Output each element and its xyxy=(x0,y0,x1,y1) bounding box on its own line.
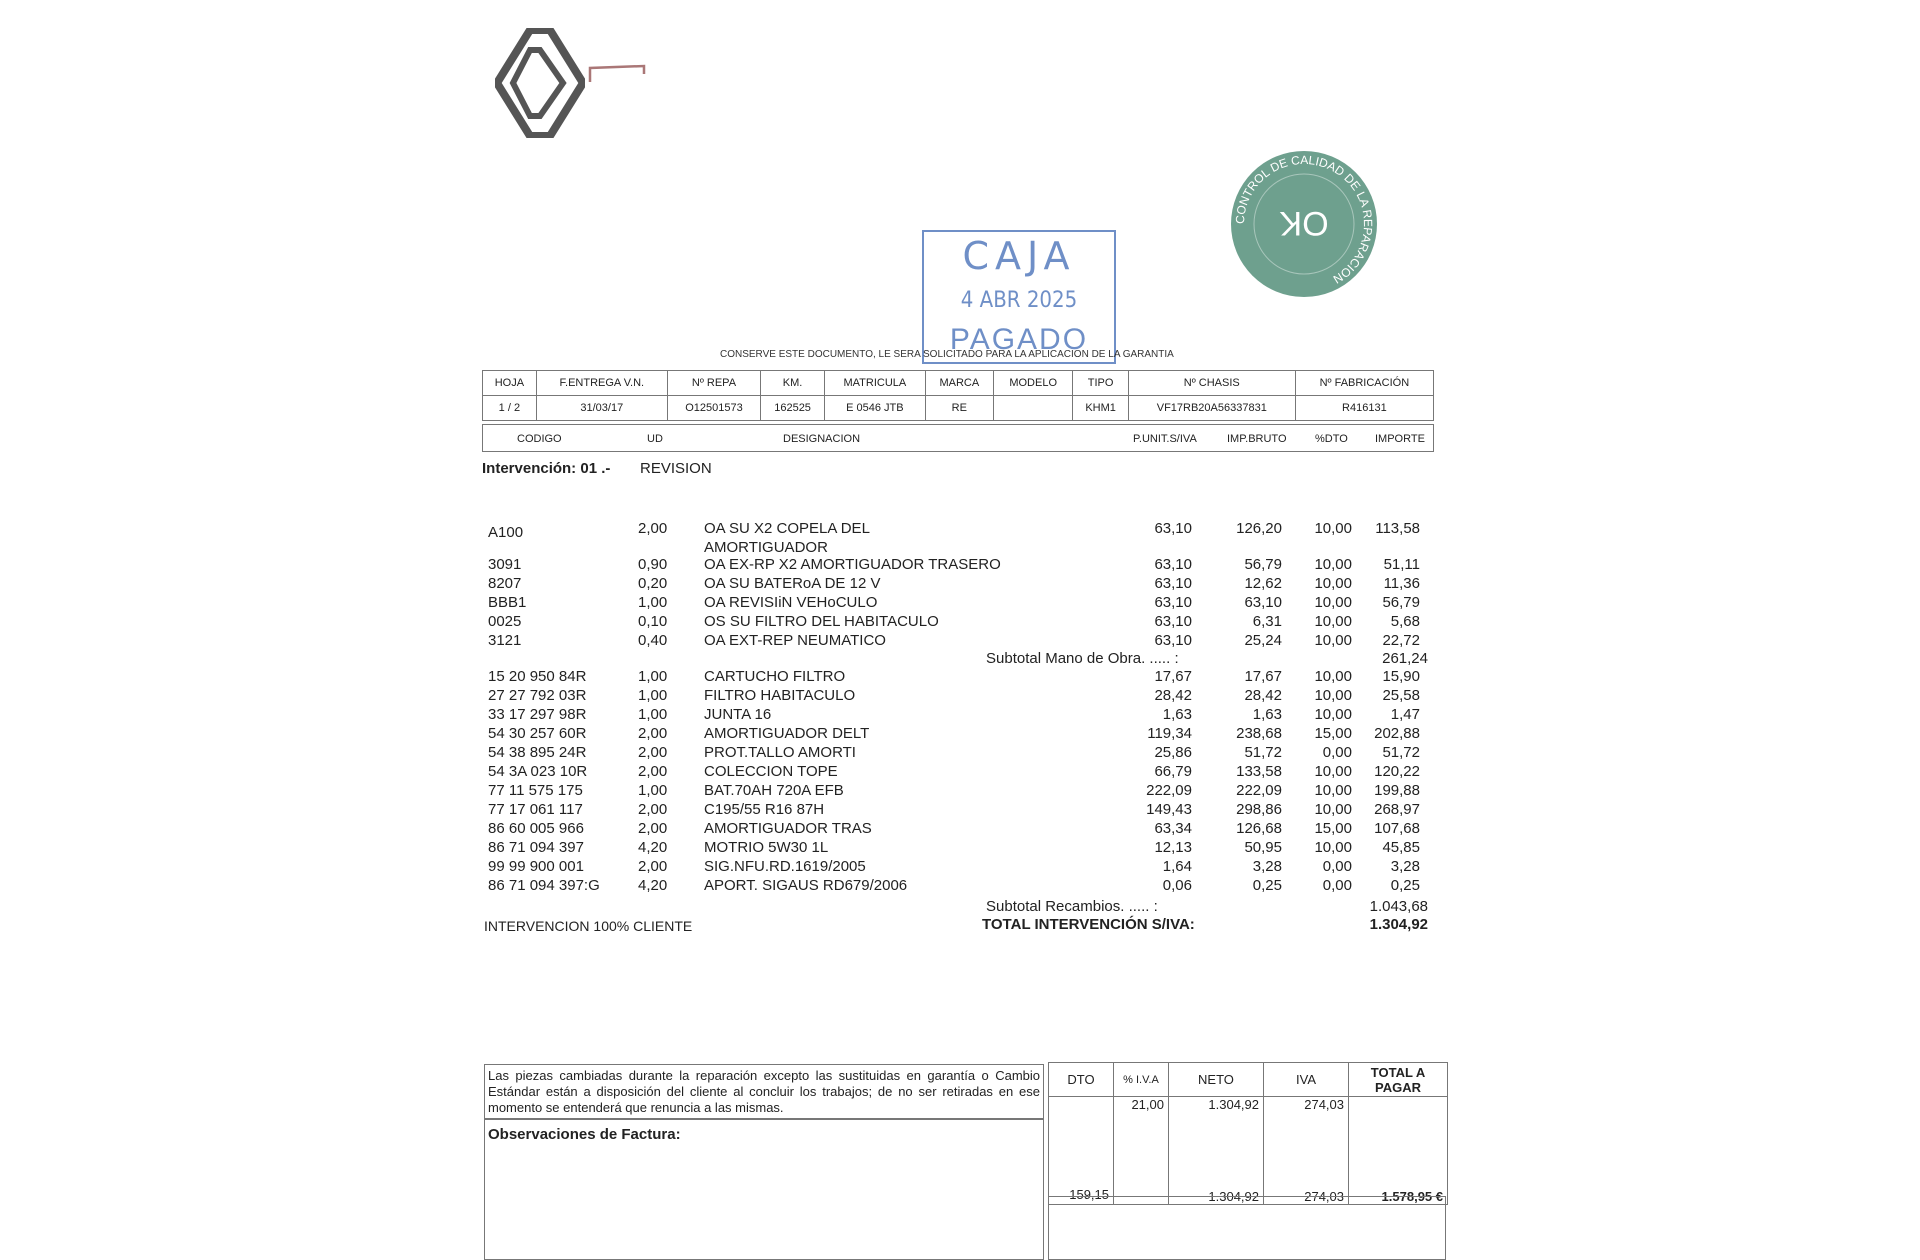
label-fentrega: F.ENTREGA V.N. xyxy=(536,371,667,396)
item-units: 2,00 xyxy=(638,763,668,780)
item-amount: 25,58 xyxy=(1382,687,1420,704)
item-code: 77 17 061 117 xyxy=(488,801,583,818)
line-item-row xyxy=(488,687,1448,706)
col-importe: IMPORTE xyxy=(1375,433,1425,445)
item-units: 1,00 xyxy=(638,594,668,611)
item-designation: APORT. SIGAUS RD679/2006 xyxy=(704,877,908,894)
tot-r2-dto: 159,15 xyxy=(1049,1121,1114,1205)
line-item-row xyxy=(488,782,1448,801)
tot-r2-total: 1.578,95 € xyxy=(1349,1121,1448,1205)
col-designacion: DESIGNACION xyxy=(783,433,861,445)
line-item-row xyxy=(488,744,1448,763)
item-designation: OA REVISIiN VEHoCULO xyxy=(704,594,878,611)
item-unit-price: 63,10 xyxy=(1154,556,1192,573)
item-discount: 15,00 xyxy=(1314,820,1352,837)
item-amount: 0,25 xyxy=(1390,877,1420,894)
item-units: 0,10 xyxy=(638,613,668,630)
item-code: 99 99 900 001 xyxy=(488,858,584,875)
tot-r1-ivapct: 21,00 xyxy=(1114,1097,1169,1121)
value-fentrega: 31/03/17 xyxy=(536,396,667,421)
item-gross: 12,62 xyxy=(1244,575,1282,592)
item-unit-price: 63,10 xyxy=(1154,594,1192,611)
item-units: 4,20 xyxy=(638,839,668,856)
item-unit-price: 1,64 xyxy=(1162,858,1192,875)
value-fabricacion: R416131 xyxy=(1295,396,1433,421)
item-units: 1,00 xyxy=(638,782,668,799)
item-unit-price: 25,86 xyxy=(1154,744,1192,761)
item-code: 54 38 895 24R xyxy=(488,744,587,761)
item-amount: 199,88 xyxy=(1374,782,1420,799)
item-code: 77 11 575 175 xyxy=(488,782,583,799)
tot-h-neto: NETO xyxy=(1169,1063,1264,1097)
totals-table xyxy=(1048,1062,1448,1205)
item-discount: 10,00 xyxy=(1314,575,1352,592)
line-item-row xyxy=(488,520,1448,558)
item-units: 0,20 xyxy=(638,575,668,592)
subtotal-mo-value: 261,24 xyxy=(1382,650,1428,667)
item-designation: OA SU BATERoA DE 12 V xyxy=(704,575,881,592)
item-gross: 133,58 xyxy=(1236,763,1282,780)
observaciones-label: Observaciones de Factura: xyxy=(488,1126,681,1143)
tot-h-iva-pct: % I.V.A xyxy=(1114,1063,1169,1097)
tot-r1-total xyxy=(1349,1097,1448,1121)
item-code: 3091 xyxy=(488,556,522,573)
intervencion-label: Intervención: 01 .- xyxy=(482,460,611,477)
item-designation: FILTRO HABITACULO xyxy=(704,687,856,704)
line-item-row xyxy=(488,632,1448,651)
item-gross: 298,86 xyxy=(1236,801,1282,818)
item-discount: 10,00 xyxy=(1314,632,1352,649)
tot-h-dto: DTO xyxy=(1049,1063,1114,1097)
conserve-notice: CONSERVE ESTE DOCUMENTO, LE SERA SOLICITADO PARA LA APLICACION DE LA GARANTIA xyxy=(720,349,1174,360)
item-discount: 15,00 xyxy=(1314,725,1352,742)
tot-r1-neto: 1.304,92 xyxy=(1169,1097,1264,1121)
tot-r2-neto: 1.304,92 xyxy=(1169,1121,1264,1205)
subtotal-mo-label: Subtotal Mano de Obra. ..... : xyxy=(986,650,1179,667)
value-km: 162525 xyxy=(761,396,825,421)
value-matricula: E 0546 JTB xyxy=(825,396,926,421)
item-code: 0025 xyxy=(488,613,522,630)
total-intervencion-label: TOTAL INTERVENCIÓN S/IVA: xyxy=(982,916,1195,933)
tot-r2-iva: 274,03 xyxy=(1264,1121,1349,1205)
item-unit-price: 17,67 xyxy=(1154,668,1192,685)
item-gross: 238,68 xyxy=(1236,725,1282,742)
col-codigo: CODIGO xyxy=(517,433,562,445)
cliente-note: INTERVENCION 100% CLIENTE xyxy=(484,918,693,934)
item-unit-price: 28,42 xyxy=(1154,687,1192,704)
line-item-row xyxy=(488,858,1448,877)
line-item-row xyxy=(488,763,1448,782)
item-discount: 0,00 xyxy=(1322,877,1352,894)
item-discount: 10,00 xyxy=(1314,706,1352,723)
item-discount: 10,00 xyxy=(1314,556,1352,573)
col-ud: UD xyxy=(647,433,663,445)
label-matricula: MATRICULA xyxy=(825,371,926,396)
line-item-row xyxy=(488,820,1448,839)
item-amount: 51,72 xyxy=(1382,744,1420,761)
signature-box xyxy=(1048,1196,1446,1260)
value-hoja: 1 / 2 xyxy=(483,396,537,421)
col-punit: P.UNIT.S/IVA xyxy=(1133,433,1197,445)
item-code: 3121 xyxy=(488,632,522,649)
item-unit-price: 63,10 xyxy=(1154,632,1192,649)
item-code: 86 60 005 966 xyxy=(488,820,584,837)
item-units: 2,00 xyxy=(638,520,668,537)
item-amount: 268,97 xyxy=(1374,801,1420,818)
item-code: 33 17 297 98R xyxy=(488,706,587,723)
col-dto: %DTO xyxy=(1315,433,1348,445)
item-gross: 126,20 xyxy=(1236,520,1282,537)
item-designation: JUNTA 16 xyxy=(704,706,772,723)
item-gross: 51,72 xyxy=(1244,744,1282,761)
item-amount: 107,68 xyxy=(1374,820,1420,837)
item-designation: SIG.NFU.RD.1619/2005 xyxy=(704,858,866,875)
col-bruto: IMP.BRUTO xyxy=(1227,433,1287,445)
item-designation-cont: AMORTIGUADOR xyxy=(704,539,828,556)
value-nrepa: O12501573 xyxy=(667,396,760,421)
value-chasis: VF17RB20A56337831 xyxy=(1128,396,1295,421)
tot-r1-dto xyxy=(1049,1097,1114,1121)
item-unit-price: 66,79 xyxy=(1154,763,1192,780)
item-unit-price: 0,06 xyxy=(1162,877,1192,894)
item-code: 54 3A 023 10R xyxy=(488,763,588,780)
item-designation: AMORTIGUADOR DELT xyxy=(704,725,870,742)
item-gross: 25,24 xyxy=(1244,632,1282,649)
item-units: 1,00 xyxy=(638,668,668,685)
item-discount: 10,00 xyxy=(1314,520,1352,537)
item-units: 1,00 xyxy=(638,687,668,704)
label-modelo: MODELO xyxy=(993,371,1072,396)
item-unit-price: 12,13 xyxy=(1154,839,1192,856)
item-code: BBB1 xyxy=(488,594,527,611)
pieces-note: Las piezas cambiadas durante la reparación excepto las sustituidas en garantía o Cambio Estándar están a disposición del cliente al concluir los trabajos; de no ser retiradas en ese momento se entenderá que renuncia a las mismas. xyxy=(488,1068,1040,1115)
total-intervencion-value: 1.304,92 xyxy=(1369,916,1428,933)
item-code: 86 71 094 397:G xyxy=(488,877,600,894)
item-unit-price: 63,10 xyxy=(1154,575,1192,592)
item-designation: C195/55 R16 87H xyxy=(704,801,825,818)
label-tipo: TIPO xyxy=(1073,371,1128,396)
item-amount: 1,47 xyxy=(1390,706,1420,723)
item-designation: OA SU X2 COPELA DEL xyxy=(704,520,870,537)
item-code: 86 71 094 397 xyxy=(488,839,584,856)
item-amount: 15,90 xyxy=(1382,668,1420,685)
item-designation: OS SU FILTRO DEL HABITACULO xyxy=(704,613,939,630)
item-units: 2,00 xyxy=(638,744,668,761)
item-units: 4,20 xyxy=(638,877,668,894)
item-unit-price: 149,43 xyxy=(1146,801,1192,818)
item-unit-price: 63,10 xyxy=(1154,613,1192,630)
item-designation: PROT.TALLO AMORTI xyxy=(704,744,856,761)
item-amount: 202,88 xyxy=(1374,725,1420,742)
tot-h-total: TOTAL A PAGAR xyxy=(1349,1063,1448,1097)
item-discount: 10,00 xyxy=(1314,687,1352,704)
item-discount: 10,00 xyxy=(1314,668,1352,685)
item-unit-price: 63,34 xyxy=(1154,820,1192,837)
item-gross: 50,95 xyxy=(1244,839,1282,856)
item-gross: 1,63 xyxy=(1252,706,1282,723)
item-amount: 113,58 xyxy=(1375,520,1420,537)
item-discount: 10,00 xyxy=(1314,763,1352,780)
item-designation: AMORTIGUADOR TRAS xyxy=(704,820,872,837)
item-code: 15 20 950 84R xyxy=(488,668,587,685)
stamp-date: 4 ABR 2025 xyxy=(960,288,1078,313)
item-designation: OA EXT-REP NEUMATICO xyxy=(704,632,886,649)
item-amount: 56,79 xyxy=(1382,594,1420,611)
item-designation: CARTUCHO FILTRO xyxy=(704,668,846,685)
subtotal-rec-value: 1.043,68 xyxy=(1369,898,1428,915)
item-designation: MOTRIO 5W30 1L xyxy=(704,839,829,856)
item-code: 54 30 257 60R xyxy=(488,725,587,742)
line-item-row xyxy=(488,613,1448,632)
item-gross: 56,79 xyxy=(1244,556,1282,573)
item-designation: BAT.70AH 720A EFB xyxy=(704,782,844,799)
line-item-row xyxy=(488,839,1448,858)
line-item-row xyxy=(488,668,1448,687)
item-amount: 22,72 xyxy=(1382,632,1420,649)
label-fabricacion: Nº FABRICACIÓN xyxy=(1295,371,1433,396)
stamp-status: PAGADO xyxy=(949,323,1089,356)
label-chasis: Nº CHASIS xyxy=(1128,371,1295,396)
line-item-row xyxy=(488,706,1448,725)
line-item-row xyxy=(488,594,1448,613)
tot-h-iva: IVA xyxy=(1264,1063,1349,1097)
item-units: 1,00 xyxy=(638,706,668,723)
item-discount: 10,00 xyxy=(1314,594,1352,611)
item-discount: 10,00 xyxy=(1314,801,1352,818)
item-code: A100 xyxy=(488,524,524,541)
line-item-row xyxy=(488,877,1448,896)
item-units: 2,00 xyxy=(638,858,668,875)
item-gross: 28,42 xyxy=(1244,687,1282,704)
item-designation: COLECCION TOPE xyxy=(704,763,838,780)
label-km: KM. xyxy=(761,371,825,396)
item-gross: 6,31 xyxy=(1252,613,1282,630)
item-discount: 10,00 xyxy=(1314,782,1352,799)
item-unit-price: 1,63 xyxy=(1162,706,1192,723)
label-marca: MARCA xyxy=(925,371,993,396)
item-code: 27 27 792 03R xyxy=(488,687,587,704)
item-amount: 45,85 xyxy=(1382,839,1420,856)
line-item-row xyxy=(488,725,1448,744)
item-unit-price: 222,09 xyxy=(1146,782,1192,799)
item-gross: 126,68 xyxy=(1236,820,1282,837)
item-code: 8207 xyxy=(488,575,522,592)
line-item-row xyxy=(488,556,1448,575)
item-gross: 222,09 xyxy=(1236,782,1282,799)
item-units: 2,00 xyxy=(638,820,668,837)
label-nrepa: Nº REPA xyxy=(667,371,760,396)
item-gross: 17,67 xyxy=(1244,668,1282,685)
item-discount: 10,00 xyxy=(1314,839,1352,856)
item-gross: 63,10 xyxy=(1244,594,1282,611)
tot-r2-ivapct xyxy=(1114,1121,1169,1205)
seal-ring-text: CONTROL DE CALIDAD DE LA REPARACION xyxy=(1232,152,1376,287)
item-units: 0,40 xyxy=(638,632,668,649)
item-unit-price: 63,10 xyxy=(1154,520,1192,537)
value-tipo: KHM1 xyxy=(1073,396,1128,421)
item-amount: 51,11 xyxy=(1383,556,1420,573)
item-units: 0,90 xyxy=(638,556,668,573)
line-item-row xyxy=(488,801,1448,820)
item-units: 2,00 xyxy=(638,801,668,818)
item-amount: 120,22 xyxy=(1374,763,1420,780)
item-gross: 3,28 xyxy=(1252,858,1282,875)
intervencion-name: REVISION xyxy=(640,460,712,477)
label-hoja: HOJA xyxy=(483,371,537,396)
subtotal-rec-label: Subtotal Recambios. ..... : xyxy=(986,898,1158,915)
item-amount: 11,36 xyxy=(1383,575,1420,592)
item-unit-price: 119,34 xyxy=(1147,725,1192,742)
item-amount: 5,68 xyxy=(1390,613,1420,630)
seal-ok-text: OK xyxy=(1279,204,1329,242)
item-discount: 0,00 xyxy=(1322,858,1352,875)
item-designation: OA EX-RP X2 AMORTIGUADOR TRASERO xyxy=(704,556,1001,573)
item-gross: 0,25 xyxy=(1252,877,1282,894)
tot-r1-iva: 274,03 xyxy=(1264,1097,1349,1121)
line-item-row xyxy=(488,575,1448,594)
stamp-title: CAJA xyxy=(962,234,1076,278)
item-amount: 3,28 xyxy=(1390,858,1420,875)
item-discount: 0,00 xyxy=(1322,744,1352,761)
value-marca: RE xyxy=(925,396,993,421)
item-units: 2,00 xyxy=(638,725,668,742)
item-discount: 10,00 xyxy=(1314,613,1352,630)
